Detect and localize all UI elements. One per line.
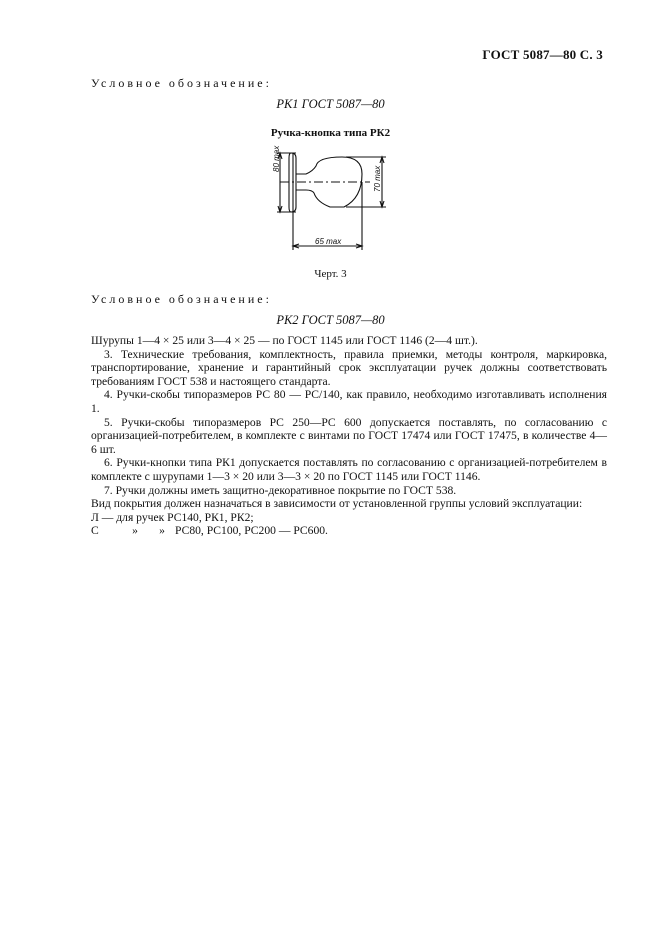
coating-s-ditto-2: » <box>159 524 165 538</box>
coating-row-s <box>91 524 607 538</box>
coating-row-l <box>91 511 607 525</box>
figure-caption: Черт. 3 <box>314 268 347 280</box>
coating-s-text: РС80, РС100, РС200 — РС600. <box>175 524 328 538</box>
knob-drawing <box>262 140 412 265</box>
coating-s-ditto-1: » <box>132 524 138 538</box>
body-text <box>91 334 607 538</box>
dim-label-70-max: 70 max <box>373 165 382 192</box>
figure-title: Ручка-кнопка типа РК2 <box>270 127 391 139</box>
designation-label-1: Условное обозначение: <box>91 76 272 90</box>
paragraph-3: 3. Технические требования, комплектность, правила приемки, методы контроля, маркировка, транспортирование, хранение и гарантийный срок эксплуатации ручек должны соответствовать требованиям ГОСТ 538 и настоящего стандарта. <box>91 347 607 388</box>
paragraph-6: 6. Ручки-кнопки типа РК1 допускается поставлять по согласованию с организацией-потребителем в комплекте с шурупами 1—3 × 20 или 3—3 × 20 по ГОСТ 1145 или ГОСТ 1146. <box>91 456 607 483</box>
dim-label-65-max: 65 max <box>315 237 342 246</box>
designation-label-2: Условное обозначение: <box>91 292 272 306</box>
paragraph-coating: Вид покрытия должен назначаться в зависимости от установленной группы условий эксплуатации: <box>91 497 583 511</box>
coating-l: Л — для ручек РС140, РК1, РК2; <box>91 510 254 524</box>
paragraph-5: 5. Ручки-скобы типоразмеров РС 250—РС 600 допускается поставлять, по согласованию с организацией-потребителем, в комплекте с винтами по ГОСТ 17474 или ГОСТ 17475, в количестве 4—6 шт. <box>91 415 607 456</box>
page-header: ГОСТ 5087—80 С. 3 <box>482 47 603 62</box>
designation-value-2: РК2 ГОСТ 5087—80 <box>276 313 385 327</box>
paragraph-4: 4. Ручки-скобы типоразмеров РС 80 — РС/140, как правило, необходимо изготавливать исполнения 1. <box>91 388 607 415</box>
designation-value-1: РК1 ГОСТ 5087—80 <box>276 97 385 111</box>
coating-s-code: С <box>91 524 99 538</box>
paragraph-screws: Шурупы 1—4 × 25 или 3—4 × 25 — по ГОСТ 1145 или ГОСТ 1146 (2—4 шт.). <box>91 334 478 347</box>
dim-label-80-max: 80 max <box>272 145 281 172</box>
paragraph-7: 7. Ручки должны иметь защитно-декоративное покрытие по ГОСТ 538. <box>104 483 457 497</box>
